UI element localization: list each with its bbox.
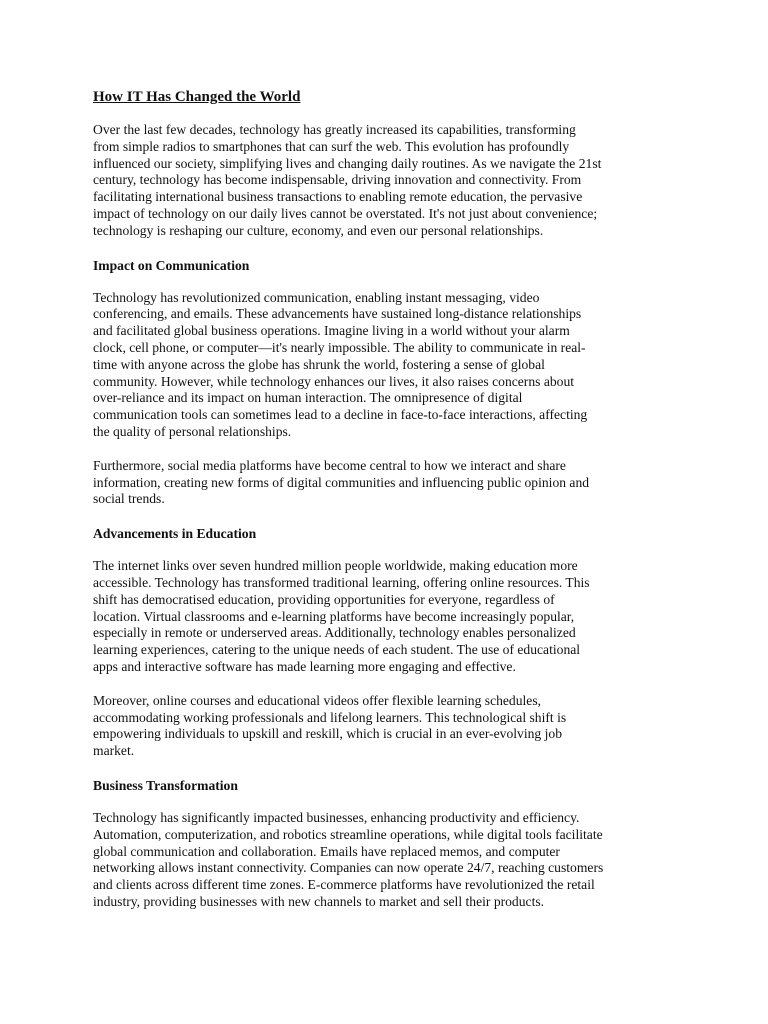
paragraph-line: clock, cell phone, or computer—it's nearly impossible. The ability to communicate in real- xyxy=(93,339,586,355)
communication-paragraph-2 xyxy=(93,458,678,508)
paragraph-line: social trends. xyxy=(93,491,165,507)
paragraph-line: Furthermore, social media platforms have become central to how we interact and share xyxy=(93,457,566,473)
paragraph-line: The internet links over seven hundred million people worldwide, making education more xyxy=(93,558,578,574)
paragraph-line: the quality of personal relationships. xyxy=(93,423,292,439)
paragraph-line: Technology has revolutionized communication, enabling instant messaging, video xyxy=(93,289,540,305)
paragraph-line: impact of technology on our daily lives cannot be overstated. It's not just about convenience; xyxy=(93,205,598,221)
paragraph-line: community. However, while technology enhances our lives, it also raises concerns about xyxy=(93,373,575,389)
paragraph-line: conferencing, and emails. These advancements have sustained long-distance relationships xyxy=(93,306,582,322)
communication-paragraph-1 xyxy=(93,290,678,441)
paragraph-line: accessible. Technology has transformed traditional learning, offering online resources. This xyxy=(93,574,590,590)
paragraph-line: information, creating new forms of digital communities and influencing public opinion and xyxy=(93,474,590,490)
paragraph-line: Over the last few decades, technology has greatly increased its capabilities, transforming xyxy=(93,122,576,137)
section-heading-education: Advancements in Education xyxy=(93,526,257,542)
paragraph-line: industry, providing businesses with new channels to market and sell their products. xyxy=(93,893,545,909)
paragraph-line: Technology has significantly impacted businesses, enhancing productivity and efficiency. xyxy=(93,809,580,825)
section-heading-communication: Impact on Communication xyxy=(93,257,250,273)
section-heading-business: Business Transformation xyxy=(93,777,238,793)
paragraph-line: communication tools can sometimes lead to a decline in face-to-face interactions, affecting xyxy=(93,407,588,423)
paragraph-line: influenced our society, simplifying lives and changing daily routines. As we navigate the 21st xyxy=(93,155,602,171)
paragraph-line: Moreover, online courses and educational videos offer flexible learning schedules, xyxy=(93,692,542,708)
education-paragraph-2 xyxy=(93,693,678,760)
paragraph-line: time with anyone across the globe has shrunk the world, fostering a sense of global xyxy=(93,356,545,372)
paragraph-line: and clients across different time zones. E-commerce platforms have revolutionized the retail xyxy=(93,877,595,893)
business-paragraph-1 xyxy=(93,810,678,911)
paragraph-line: technology is reshaping our culture, economy, and even our personal relationships. xyxy=(93,222,544,238)
paragraph-line: global communication and collaboration. Emails have replaced memos, and computer xyxy=(93,843,560,859)
paragraph-line: Automation, computerization, and robotics streamline operations, while digital tools facilitate xyxy=(93,826,603,842)
paragraph-line: accommodating working professionals and lifelong learners. This technological shift is xyxy=(93,709,567,725)
paragraph-line: over-reliance and its impact on human interaction. The omnipresence of digital xyxy=(93,390,523,406)
paragraph-line: century, technology has become indispensable, driving innovation and connectivity. From xyxy=(93,172,582,188)
paragraph-line: and facilitated global business operations. Imagine living in a world without your alarm xyxy=(93,323,570,339)
paragraph-line: empowering individuals to upskill and reskill, which is crucial in an ever-evolving job xyxy=(93,726,562,742)
document-page xyxy=(93,88,678,928)
paragraph-line: market. xyxy=(93,743,135,759)
paragraph-line: facilitating international business transactions to enabling remote education, the pervasive xyxy=(93,189,583,205)
education-paragraph-1 xyxy=(93,558,678,676)
paragraph-line: networking allows instant connectivity. Companies can now operate 24/7, reaching customers xyxy=(93,860,604,876)
paragraph-line: shift has democratised education, providing opportunities for everyone, regardless of xyxy=(93,591,555,607)
paragraph-line: especially in remote or underserved areas. Additionally, technology enables personalized xyxy=(93,625,576,641)
paragraph-line: learning experiences, catering to the unique needs of each student. The use of educational xyxy=(93,642,581,658)
paragraph-line: from simple radios to smartphones that can surf the web. This evolution has profoundly xyxy=(93,138,570,154)
paragraph-line: apps and interactive software has made learning more engaging and effective. xyxy=(93,658,516,674)
document-title: How IT Has Changed the World xyxy=(93,89,301,105)
intro-paragraph xyxy=(93,122,678,240)
paragraph-line: location. Virtual classrooms and e-learning platforms have become increasingly popular, xyxy=(93,608,575,624)
